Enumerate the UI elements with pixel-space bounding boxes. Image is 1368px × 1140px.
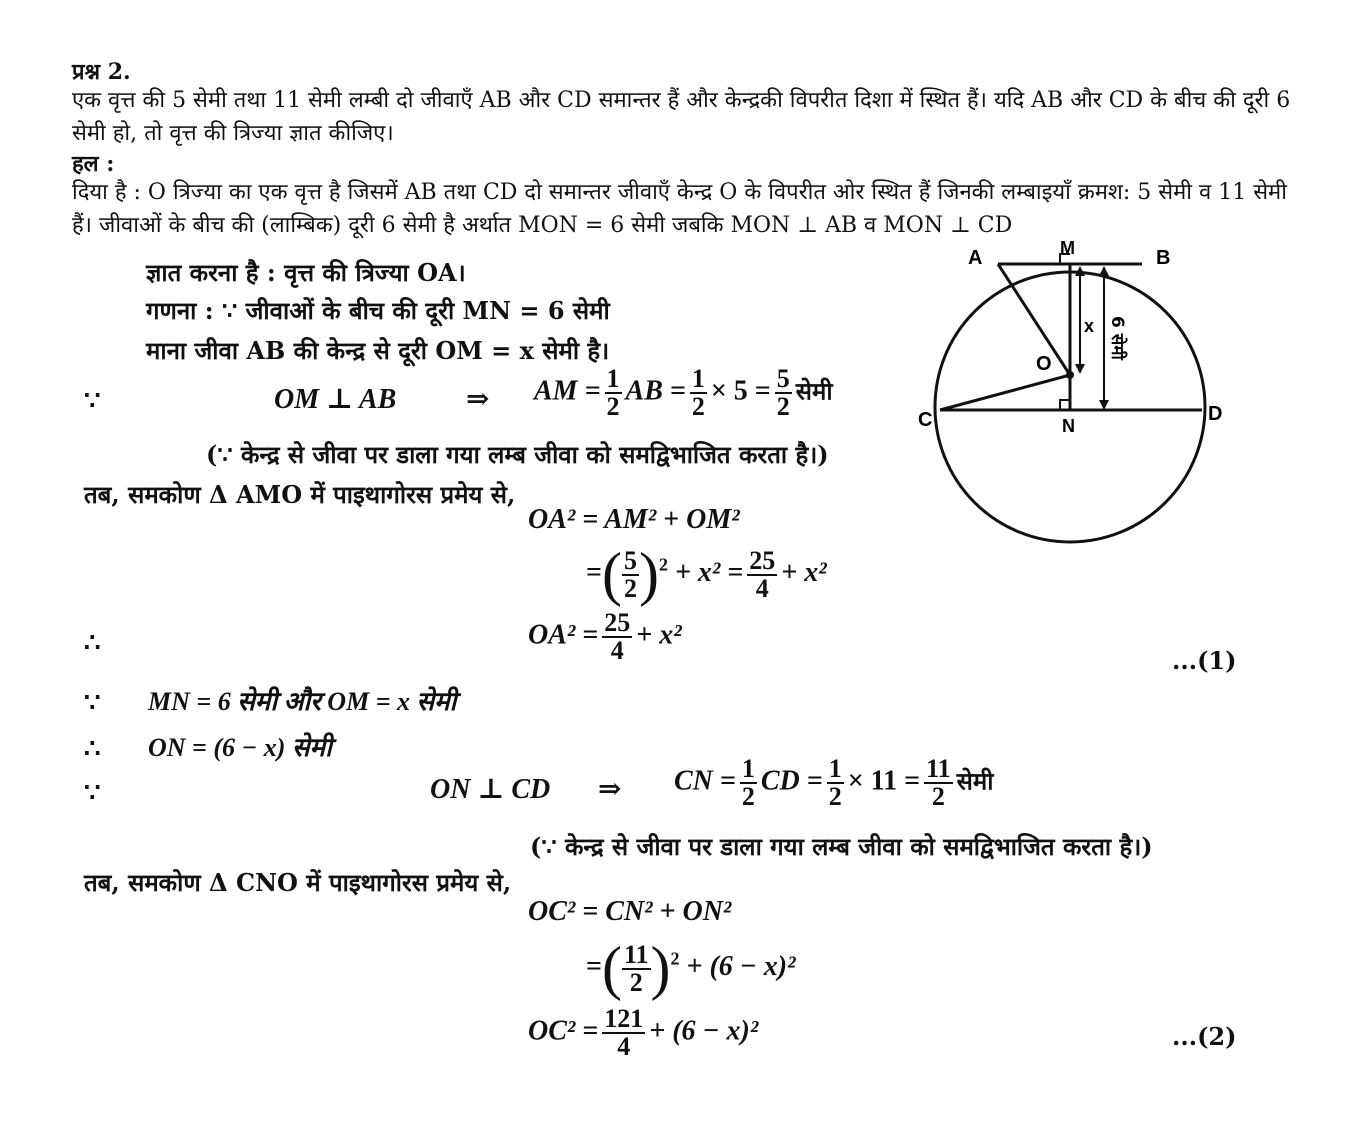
radius-oa	[998, 264, 1070, 375]
implies-arrow-2: ⇒	[598, 774, 622, 805]
to-find	[146, 256, 466, 289]
x-arrow-head-bottom	[1075, 364, 1085, 374]
eq1-line1: OA² = AM² + OM²	[528, 504, 740, 535]
calc-label: गणना :	[146, 296, 214, 325]
label-o: O	[1036, 353, 1052, 375]
fraction-11-2-b: $\frac{11}{2}$	[623, 939, 649, 997]
mn-line: MN = 6 सेमी और OM = x सेमी	[148, 687, 457, 716]
given-text: दिया है : O त्रिज्या का एक वृत्त है जिसमें AB तथा CD दो समान्तर जीवाएँ केन्द्र O के विपरीत ओर स्थित हैं जिनकी लम्बाइयाँ क्रमश: 5 सेमी व 11 सेमी हैं। जीवाओं के बीच की (लाम्बिक) दूरी 6 सेमी है अर्थात MON = 6 सेमी जबकि MON ⊥ AB व MON ⊥ CD	[72, 180, 1287, 238]
because-symbol-3: ∵	[84, 778, 101, 808]
eq2-line1: OC² = CN² + ON²	[528, 896, 732, 927]
implies-arrow-1: ⇒	[466, 384, 490, 415]
cn-equation: CN = $\frac{1}{2}$ CD = $\frac{1}{2}$ × 11 = $\frac{11}{2}$ सेमी	[674, 754, 994, 811]
om-perp-ab: OM ⊥ AB	[274, 384, 397, 415]
fraction-5-2-b: $\frac{5}{2}$	[623, 545, 637, 603]
dist-arrow-head-top	[1099, 266, 1109, 276]
label-b: B	[1156, 247, 1171, 269]
eq2-line2: =( $\frac{11}{2}$ )$^2$ + (6 − x)²	[586, 935, 796, 1001]
solution-label: हल :	[72, 151, 115, 177]
fraction-half-4: $\frac{1}{2}$	[828, 754, 842, 811]
to-find-text: वृत्त की त्रिज्या OA।	[284, 258, 466, 287]
reason-2: (∵ केन्द्र से जीवा पर डाला गया लम्ब जीवा को समद्विभाजित करता है।)	[530, 832, 1153, 861]
therefore-symbol-2: ∴	[84, 734, 101, 764]
to-find-label: ज्ञात करना है :	[146, 258, 276, 287]
eq1-line2: =( $\frac{5}{2}$ )$^2$ + x² = $\frac{25}{4}$ + x²	[586, 541, 827, 607]
fraction-half-2: $\frac{1}{2}$	[691, 364, 705, 421]
because-symbol-1: ∵	[84, 386, 101, 416]
am-times5: × 5 =	[710, 375, 771, 407]
fraction-121-4: $\frac{121}{4}$	[604, 1004, 644, 1061]
on-line: ON = (6 − x) सेमी	[148, 733, 332, 762]
am-equation	[534, 366, 833, 420]
eq2: OC² = $\frac{121}{4}$ + (6 − x)²	[528, 1004, 759, 1061]
question-text: एक वृत्त की 5 सेमी तथा 11 सेमी लम्बी दो जीवाएँ AB और CD समान्तर हैं और केन्द्रकी विपरीत दिशा में स्थित हैं। यदि AB और CD के बीच की दूरी 6 सेमी हो, तो वृत्त की त्रिज्या ज्ञात कीजिए।	[72, 88, 1291, 146]
then-amo: तब, समकोण Δ AMO में पाइथागोरस प्रमेय से,	[84, 480, 516, 509]
radius-oc	[940, 375, 1070, 410]
eq1: OA² = $\frac{25}{4}$ + x²	[528, 608, 682, 665]
circle-figure	[900, 236, 1230, 566]
on-perp-cd: ON ⊥ CD	[430, 774, 551, 805]
am-mid: AB =	[625, 375, 686, 407]
calc-text: ∵ जीवाओं के बीच की दूरी MN = 6 सेमी	[221, 296, 610, 325]
assume-line: माना जीवा AB की केन्द्र से दूरी OM = x सेमी है।	[146, 336, 610, 365]
label-x: x	[1084, 316, 1095, 336]
eq1-tag: ...(1)	[1172, 646, 1237, 675]
label-n: N	[1062, 416, 1075, 436]
fraction-5-2: $\frac{5}{2}$	[776, 364, 790, 421]
reason-1: (∵ केन्द्र से जीवा पर डाला गया लम्ब जीवा को समद्विभाजित करता है।)	[206, 440, 829, 469]
center-o	[1066, 371, 1074, 379]
calc	[146, 294, 610, 327]
therefore-symbol-1: ∴	[84, 628, 101, 658]
unit-1: सेमी	[795, 376, 833, 406]
label-c: C	[918, 409, 933, 431]
unit-2: सेमी	[956, 766, 994, 796]
because-symbol-2: ∵	[84, 688, 101, 718]
then-cno: तब, समकोण Δ CNO में पाइथागोरस प्रमेय से,	[84, 868, 512, 897]
label-6cm: 6 सेमी	[1107, 316, 1127, 360]
fraction-25-4: $\frac{25}{4}$	[749, 545, 776, 603]
fraction-11-2: $\frac{11}{2}$	[926, 754, 951, 811]
label-a: A	[968, 247, 983, 269]
fraction-half-3: $\frac{1}{2}$	[741, 754, 755, 811]
eq2-tag: ...(2)	[1172, 1022, 1237, 1051]
fraction-half-1: $\frac{1}{2}$	[606, 364, 620, 421]
label-d: D	[1208, 403, 1223, 425]
label-m: M	[1060, 238, 1075, 258]
question-label: प्रश्न 2.	[72, 59, 131, 85]
am-lhs: AM =	[534, 375, 601, 407]
fraction-25-4-b: $\frac{25}{4}$	[604, 608, 631, 665]
